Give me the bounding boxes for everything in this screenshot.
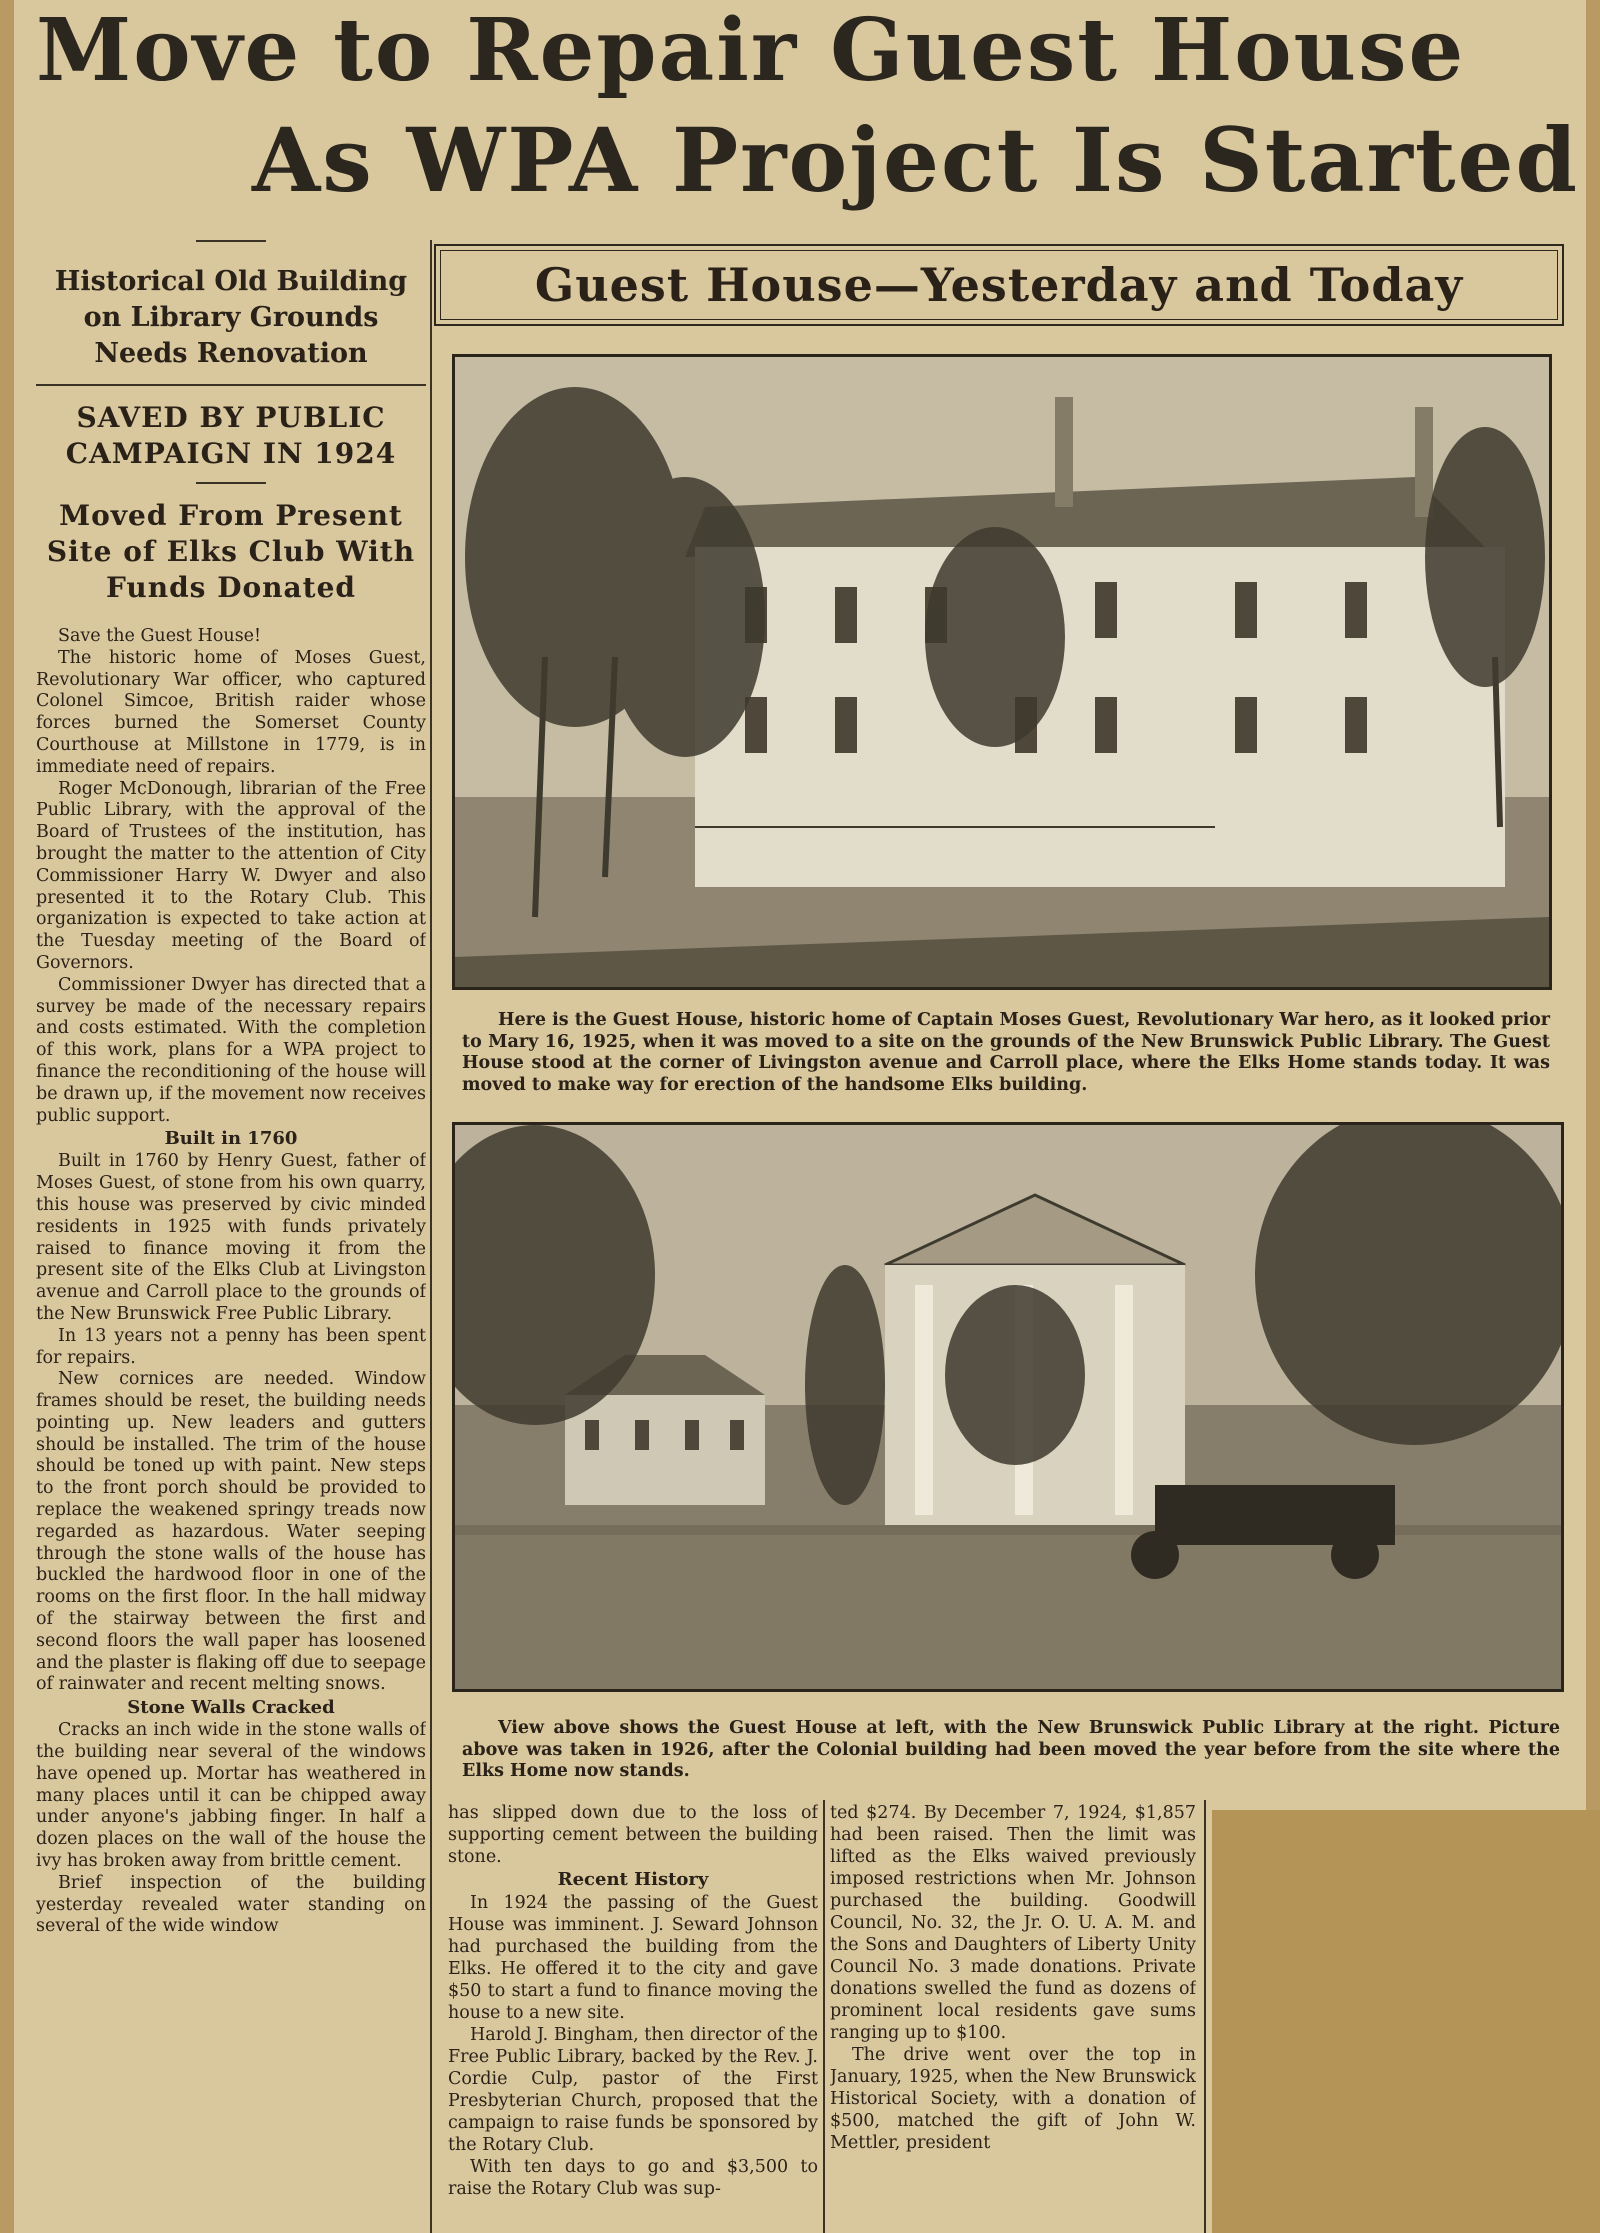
deck-divider [36, 384, 426, 386]
paragraph: The historic home of Moses Guest, Revolutionary War officer, who captured Colonel Simcoe, British raider whose forces burned the Somerset County Courthouse at Millstone in 1779, is in immediate need of repairs. [36, 647, 426, 777]
photo-caption-1: Here is the Guest House, historic home of Captain Moses Guest, Revolutionary War hero, as it looked prior to Mary 16, 1925, when it was moved to a site on the grounds of the New Brunswick Public Library. The Guest House stood at the corner of Livingston avenue and Carroll place, where the Elks Home stands today. It was moved to make way for erection of the handsome Elks building. [462, 1010, 1550, 1095]
column-divider-left [430, 240, 432, 2233]
headline-line-1: Move to Repair Guest House [36, 0, 1466, 101]
subhead: Recent History [557, 1869, 709, 1890]
left-column [36, 240, 426, 2233]
deck-2: SAVED BY PUBLIC CAMPAIGN IN 1924 [65, 401, 397, 470]
photo-guest-house-today [452, 1122, 1564, 1692]
subhead: Stone Walls Cracked [127, 1697, 335, 1719]
deck-rule [196, 240, 266, 242]
paragraph: In 13 years not a penny has been spent for repairs. [36, 1325, 426, 1368]
paragraph: ted $274. By December 7, 1924, $1,857 had been raised. Then the limit was lifted as the Elks waived previously imposed restrictions when Mr. Johnson purchased the building. Goodwill Council, No. 32, the Jr. O. U. A. M. and the Sons and Daughters of Liberty Unity Council No. 3 made donations. Private donations swelled the fund as dozens of prominent local residents gave sums ranging up to $100. [830, 1803, 1196, 2043]
paragraph: Roger McDonough, librarian of the Free Public Library, with the approval of the Board of Trustees of the institution, has brought the matter to the attention of City Commissioner Harry W. Dwyer and also presented it to the Rotary Club. This organization is expected to take action at the Tuesday meeting of the Board of Governors. [36, 778, 426, 973]
paragraph: has slipped down due to the loss of supporting cement between the building stone. [448, 1803, 818, 1867]
paragraph: New cornices are needed. Window frames should be reset, the building needs pointing up. New leaders and gutters should be installed. The trim of the house should be toned up with paint. New steps to the front porch should be provided to replace the weakened springy treads now regarded as hazardous. Water seeping through the stone walls of the house has buckled the hardwood floor in one of the rooms on the first floor. In the hall midway of the stairway between the first and second floors the wall paper has loosened and the plaster is flaking off due to seepage of rainwater and recent melting snows. [36, 1369, 426, 1695]
article-body-right [830, 1802, 1196, 2154]
deck-1: Historical Old Building on Library Grounds Needs Renovation [54, 266, 408, 369]
paragraph: Commissioner Dwyer has directed that a survey be made of the necessary repairs and costs estimated. With the completion of this work, plans for a WPA project to finance the reconditioning of the house will be drawn up, if the movement now receives public support. [36, 974, 426, 1126]
photo-banner [434, 244, 1564, 326]
paragraph: Harold J. Bingham, then director of the Free Public Library, backed by the Rev. J. Cordie Culp, pastor of the First Presbyterian Church, proposed that the campaign to raise funds be sponsored by the Rotary Club. [448, 2025, 818, 2155]
column-divider-right [1204, 1800, 1206, 2233]
paragraph: Save the Guest House! [58, 626, 262, 646]
article-body-middle [448, 1802, 818, 2200]
photo-caption-2: View above shows the Guest House at left, with the New Brunswick Public Library at the right. Picture above was taken in 1926, after the Colonial building had been moved the year before from the site where the Elks Home now stands. [462, 1718, 1560, 1781]
headline-line-2: As WPA Project Is Started [252, 108, 1579, 212]
library-illustration [455, 1125, 1561, 1689]
middle-column [448, 1802, 818, 2233]
right-column [830, 1802, 1196, 2233]
paragraph: In 1924 the passing of the Guest House was imminent. J. Seward Johnson had purchased the building from the Elks. He offered it to the city and gave $50 to start a fund to finance moving the house to a new site. [448, 1893, 818, 2023]
house-illustration [455, 357, 1549, 987]
paragraph: Cracks an inch wide in the stone walls of the building near several of the windows have opened up. Mortar has weathered in many places until it can be chipped away under anyone's jabbing finger. In half a dozen places on the wall of the house the ivy has broken away from brittle cement. [36, 1720, 426, 1872]
paragraph: Brief inspection of the building yesterday revealed water standing on several of the wide window [36, 1872, 426, 1937]
article-body-left [36, 626, 426, 1938]
photo-guest-house-yesterday [452, 354, 1552, 990]
deck-rule [196, 482, 266, 484]
paragraph: The drive went over the top in January, 1925, when the New Brunswick Historical Society, with a donation of $500, matched the gift of John W. Mettler, president [830, 2045, 1196, 2153]
deck-3: Moved From Present Site of Elks Club With Funds Donated [46, 499, 416, 604]
backing-paper [1212, 1810, 1600, 2233]
column-divider-mid [823, 1800, 825, 2233]
paragraph: Built in 1760 by Henry Guest, father of Moses Guest, of stone from his own quarry, this house was preserved by civic minded residents in 1925 with funds privately raised to finance moving it from the present site of the Elks Club at Livingston avenue and Carroll place to the grounds of the New Brunswick Free Public Library. [36, 1151, 426, 1324]
paragraph: With ten days to go and $3,500 to raise the Rotary Club was sup- [448, 2157, 818, 2199]
subhead: Built in 1760 [164, 1128, 298, 1150]
banner-title: Guest House—Yesterday and Today [534, 258, 1464, 312]
